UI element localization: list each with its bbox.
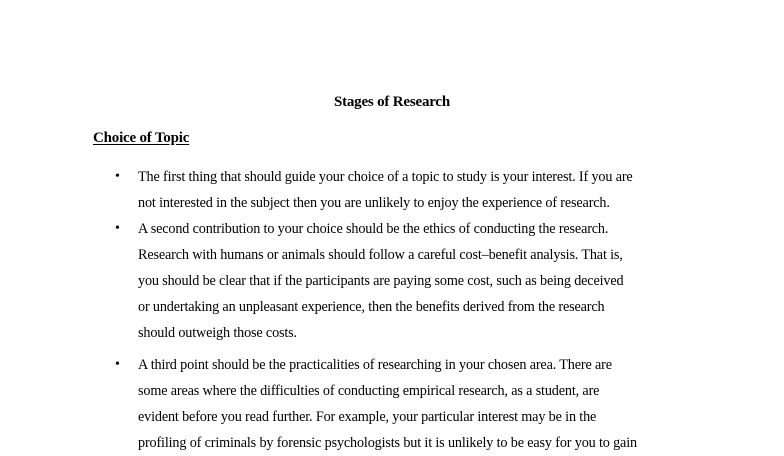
text-line: Research with humans or animals should follow a careful cost–benefit analysis. That is, [138,247,623,263]
text-line: you should be clear that if the participants are paying some cost, such as being deceived [138,273,624,289]
text-line: A second contribution to your choice should be the ethics of conducting the research. [138,221,609,237]
text-line: should outweigh those costs. [138,325,297,341]
bullet-icon: • [115,221,120,236]
text-line: or undertaking an unpleasant experience, then the benefits derived from the research [138,299,605,315]
bullet-icon: • [115,357,120,372]
text-line: profiling of criminals by forensic psychologists but it is unlikely to be easy for you to gain [138,435,637,451]
document-title: Stages of Research [333,94,451,110]
text-line: some areas where the difficulties of conducting empirical research, as a student, are [138,383,600,399]
text-line: A third point should be the practicalities of researching in your chosen area. There are [138,357,612,373]
section-heading: Choice of Topic [93,130,190,146]
text-line: evident before you read further. For example, your particular interest may be in the [138,409,597,425]
text-line: not interested in the subject then you are unlikely to enjoy the experience of research. [138,195,610,211]
bullet-icon: • [115,169,120,184]
text-line: The first thing that should guide your choice of a topic to study is your interest. If you are [138,169,633,185]
